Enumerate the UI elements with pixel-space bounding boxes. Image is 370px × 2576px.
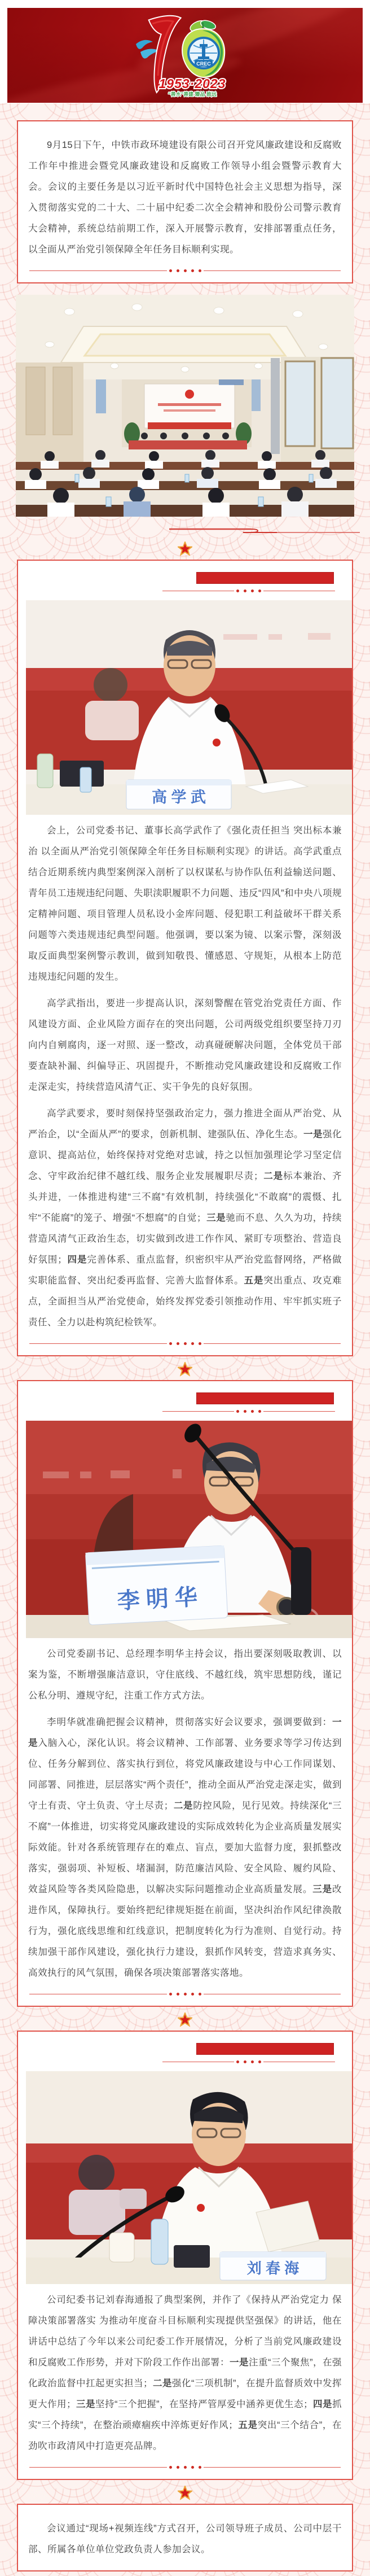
wave-decoration bbox=[136, 40, 153, 49]
tea-glass bbox=[37, 754, 53, 788]
conference-meeting-photo[interactable] bbox=[16, 295, 354, 517]
card-bottom-divider bbox=[29, 1993, 341, 1996]
li-paragraph-1: 公司党委副书记、总经理李明华主持会议，指出要深刻吸取教训、以案为鉴，不断增强廉洁意识，守住底线、不越红线，筑牢思想防线，谨记公私分明、遵规守纪，注重工作方式方法。 bbox=[28, 1649, 342, 1701]
nameplate bbox=[126, 780, 231, 809]
li-section-card bbox=[17, 1380, 353, 2007]
section-head-divider bbox=[162, 1410, 335, 1413]
liu-paragraph-1: 公司纪委书记刘春海通报了典型案例，并作了《保持从严治党定力 保障决策部署落实 为推动年度奋斗目标顺利实现提供坚强保》的讲话，他在讲话中总结了今年以来公司纪委工作开展情况，分析了当前党风廉政建设和反腐败工作形势，并对下阶段工作作出部署：一是注重“三个聚焦”，在强化政治监督中扛起更实担当；二是强化“三项机制”，在提升监督质效中发挥更大作用；三是坚持“三个把握”，在坚持严管厚爱中涵养更优生态；四是抓实“三个持续”，在整治顽瘴痼疾中淬炼更好作风；五是突出“三个结合”，在劲吹市政清风中打造更亮品牌。 bbox=[28, 2295, 342, 2451]
card-bottom-divider bbox=[29, 2466, 341, 2469]
party-emblem bbox=[185, 390, 194, 399]
li-photo-container bbox=[26, 1421, 344, 1638]
nameplate-text: 高 学 武 bbox=[151, 789, 206, 806]
gao-xuewu-photo[interactable] bbox=[26, 600, 352, 815]
party-pin bbox=[213, 739, 221, 746]
head-table-skirt bbox=[129, 440, 247, 449]
li-paragraph-2: 李明华就准确把握会议精神，贯彻落实好会议要求，强调要做到：一是入脑入心，深化认识。将会议精神、工作部署、业务要求等学习传达到位、任务分解到位、落实执行到位，将党风廉政建设与中心工作同谋划、同部署、同推进，层层落实“两个责任”，推动全面从严治党走深走实，做到守土有责、守土负责、守土尽责；二是防控风险，见行见效。持续深化“三不腐”一体推进，切实将党风廉政建设的实际成效转化为企业高质量发展实际效能。针对各系统管理存在的难点、盲点，要加大监督力度，狠抓整改落实，强弱项、补短板、堵漏洞，防范廉洁风险、安全风险、履约风险、效益风险等各类风险隐患，以解决实际问题推动企业高质量发展。三是改进作风，保障执行。要始终把纪律规矩挺在前面，坚决纠治作风纪律涣散行为，强化底线思维和红线意识，把制度转化为行为准则、自觉行动。持续加强干部作风建设，强化执行力建设，狠抓作风转变，营造求真务实、高效执行的风气氛围，确保各项决策部署落实落地。 bbox=[28, 1717, 342, 1978]
nameplate-text: 李 明 华 bbox=[116, 1584, 199, 1614]
section-head-divider bbox=[162, 590, 335, 592]
water-bottle bbox=[80, 767, 91, 792]
li-minghua-photo[interactable] bbox=[26, 1421, 352, 1638]
star-icon bbox=[178, 1362, 192, 1377]
nameplate bbox=[85, 1545, 227, 1625]
intro-paragraph: 9月15日下午，中铁市政环境建设有限公司召开党风廉政建设和反腐败工作年中推进会暨党风廉政建设和反腐败工作领导小组会暨警示教育大会。会议的主要任务是以习近平新时代中国特色社会主义思想为指导，深入贯彻落实党的二十大、二十届中纪委二次全会精神和股份公司警示教育大会精神，系统总结前期工作，深入开展警示教育，安排部署重点任务，以全面从严治党引领保障全年任务目标顺利实现。 bbox=[28, 140, 342, 255]
water-bottle bbox=[151, 2219, 168, 2264]
tea-cup bbox=[109, 2233, 134, 2262]
gao-photo-container bbox=[26, 600, 344, 815]
star-icon bbox=[178, 2012, 192, 2027]
liu-chunhai-photo[interactable] bbox=[26, 2071, 352, 2284]
section-title-bar bbox=[196, 2043, 334, 2055]
desk-device bbox=[174, 2245, 210, 2268]
70th-anniversary-logo bbox=[126, 12, 244, 98]
article-body bbox=[0, 103, 370, 2576]
section-title-bar bbox=[196, 572, 334, 584]
liu-photo-container bbox=[26, 2071, 344, 2284]
wall-poster bbox=[96, 379, 106, 413]
curtain bbox=[271, 358, 280, 454]
closing-card bbox=[17, 2504, 353, 2571]
wall-poster bbox=[252, 379, 261, 411]
gao-paragraph-1: 会上，公司党委书记、董事长高学武作了《强化责任担当 突出标本兼治 以全面从严治党引领保障全年任务目标顺利实现》的讲话。高学武重点结合近期系统内典型案例深入剖析了以权谋私与协作队伍利益输送问题、青年员工违规违纪问题、失职渎职履职不力问题、违反“四风”和中央八项规定精神问题、项目管理人员私设小金库问题、侵犯职工利益破坏干群关系问题等六类违规违纪典型问题。他强调，要以案为镜、以案示警，深刻汲取反面典型案例警示教训，做到知敬畏、懂感恩、守规矩，从根本上防范违规违纪问题的发生。 bbox=[28, 826, 342, 982]
closing-paragraph: 会议通过“现场+视频连线”方式召开，公司领导班子成员、公司中层干部、所属各单位单位党政负责人参加会议。 bbox=[28, 2523, 342, 2555]
ribbon-divider bbox=[166, 526, 361, 536]
intro-card bbox=[17, 120, 353, 283]
section-title-bar bbox=[196, 1392, 334, 1404]
gao-paragraph-3: 高学武要求，要时刻保持坚强政治定力，强力推进全面从严治党、从严治企，以“全面从严”的要求，创新机制、建强队伍、净化生态。一是强化意识、提高站位，始终保持对党绝对忠诚，持之以恒加强理论学习坚定信念、守牢政治纪律不越红线、服务企业发展履职尽责；二是标本兼治、齐头并进，一体推进构建“三不腐”有效机制，持续强化“不敢腐”的震慑、扎牢“不能腐”的笼子、增强“不想腐”的自觉；三是驰而不息、久久为功，持续营造风清气正政治生态，切实做到改进工作作风、紧盯专项整治、营造良好氛围；四是完善体系、重点监督，织密织牢从严治党监督网络，严格做实职能监督、突出纪委再监督、完善大监督体系。五是突出重点、攻克难点，全面担当从严治党使命，始终发挥党委引领推动作用、牢牢抓实班子责任、全力以赴构筑纪检铁军。 bbox=[28, 1108, 342, 1328]
card-bottom-divider bbox=[29, 269, 341, 272]
liu-section-card bbox=[17, 2031, 353, 2480]
card-bottom-divider bbox=[29, 1342, 341, 1345]
screen-red-strip bbox=[148, 422, 231, 429]
party-pin bbox=[197, 2204, 205, 2212]
nameplate bbox=[220, 2252, 326, 2280]
meeting-photo-container bbox=[0, 295, 370, 517]
gao-paragraph-2: 高学武指出，要进一步提高认识，深刻警醒在管党治党责任方面、作风建设方面、企业风险方面存在的突出问题，公司两级党组织要坚持刀刃向内自剜腐肉，逐一对照、逐一整改，动真碰硬解决问题，全体党员干部要查缺补漏、纠偏导正、巩固提升，不断推动党风廉政建设和反腐败工作走深走实，持续营造风清气正、实干争先的良好氛围。 bbox=[28, 998, 342, 1092]
logo-motto: “善水”善建 臻品 致远 bbox=[168, 91, 217, 97]
anniversary-years: 1953·2023 bbox=[158, 76, 226, 91]
star-icon bbox=[178, 2486, 192, 2500]
nameplate-text: 刘 春 海 bbox=[246, 2260, 299, 2277]
anniversary-banner bbox=[7, 8, 363, 103]
section-head-divider bbox=[162, 2060, 335, 2063]
apple-emblem bbox=[183, 19, 224, 77]
star-icon bbox=[178, 542, 192, 556]
crec-text: CREC bbox=[196, 61, 211, 67]
gao-section-card bbox=[17, 560, 353, 1356]
